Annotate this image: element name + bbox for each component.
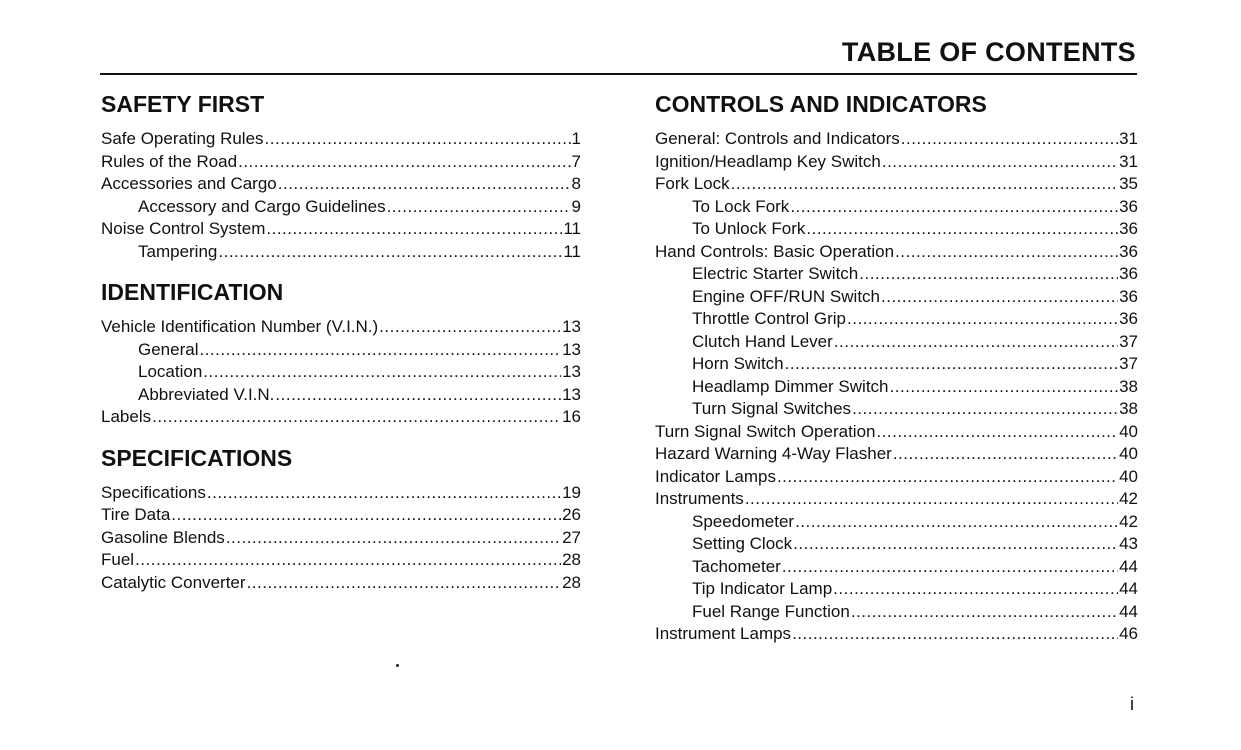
dot-leader <box>893 443 1118 466</box>
toc-entry <box>655 151 1138 174</box>
dot-leader <box>199 339 561 362</box>
toc-entry-page: 43 <box>1119 534 1138 553</box>
toc-entry <box>101 572 581 595</box>
toc-entry <box>101 196 581 219</box>
dot-leader <box>881 286 1118 309</box>
dot-leader <box>782 556 1118 579</box>
dot-leader <box>876 421 1118 444</box>
toc-entry-page: 44 <box>1119 579 1138 598</box>
toc-entry <box>655 623 1138 646</box>
toc-entry-label: Ignition/Headlamp Key Switch <box>655 151 881 171</box>
toc-entry-label: Location <box>138 362 203 381</box>
toc-entry-list <box>101 128 581 263</box>
toc-entry-page: 11 <box>563 219 581 238</box>
toc-entry-label: Accessory and Cargo Guidelines <box>138 196 386 216</box>
toc-entry <box>655 331 1138 354</box>
toc-entry-page: 13 <box>562 339 581 359</box>
toc-entry-page: 37 <box>1119 331 1138 351</box>
toc-section <box>655 88 1138 646</box>
toc-entry-label: Setting Clock <box>692 534 793 553</box>
toc-entry <box>101 482 581 505</box>
dot-leader <box>792 623 1118 646</box>
toc-entry <box>101 316 581 339</box>
toc-entry-label: Throttle Control Grip <box>692 309 846 328</box>
toc-entry-label: Indicator Lamps <box>655 466 776 486</box>
page-title: TABLE OF CONTENTS <box>841 37 1136 67</box>
toc-entry-label: General: Controls and Indicators <box>655 129 900 148</box>
toc-entry-page: 36 <box>1119 264 1138 283</box>
toc-entry-page: 1 <box>571 129 581 148</box>
dot-leader <box>882 151 1118 174</box>
toc-entry-page: 26 <box>562 505 581 524</box>
left-column <box>101 88 581 594</box>
toc-entry-label: Fuel <box>101 550 135 569</box>
toc-entry-page: 36 <box>1119 219 1138 238</box>
toc-entry-page: 38 <box>1119 376 1138 396</box>
dot-leader <box>859 263 1118 286</box>
toc-entry-label: Rules of the Road <box>101 151 238 171</box>
toc-entry <box>655 466 1138 489</box>
dot-leader <box>833 578 1118 601</box>
toc-entry-label: General <box>138 339 199 359</box>
toc-entry-page: 46 <box>1119 624 1138 643</box>
toc-entry-page: 42 <box>1119 511 1138 531</box>
toc-entry-label: Turn Signal Switches <box>692 399 852 418</box>
toc-entry <box>101 151 581 174</box>
toc-entry <box>655 601 1138 624</box>
toc-entry-label: Hazard Warning 4-Way Flasher <box>655 444 892 463</box>
toc-section <box>101 276 581 429</box>
section-heading: CONTROLS AND INDICATORS <box>655 91 987 117</box>
dot-leader <box>203 361 561 384</box>
toc-entry-page: 36 <box>1119 196 1138 216</box>
toc-entry-label: Instruments <box>655 489 744 508</box>
toc-entry-label: Headlamp Dimmer Switch <box>692 376 889 396</box>
dot-leader <box>218 241 562 264</box>
section-heading: IDENTIFICATION <box>101 279 284 305</box>
toc-entry-label: Tachometer <box>692 556 781 576</box>
toc-entry <box>655 533 1138 556</box>
toc-entry <box>101 504 581 527</box>
toc-entry-label: Hand Controls: Basic Operation <box>655 241 895 261</box>
toc-entry <box>655 421 1138 444</box>
toc-entry <box>655 218 1138 241</box>
toc-entry-label: Engine OFF/RUN Switch <box>692 286 880 306</box>
toc-entry-page: 8 <box>571 174 581 193</box>
dot-leader <box>275 384 561 407</box>
toc-entry-page: 7 <box>571 151 581 171</box>
toc-entry-label: Accessories and Cargo <box>101 174 277 193</box>
toc-entry-label: Tip Indicator Lamp <box>692 579 833 598</box>
toc-entry-label: To Unlock Fork <box>692 219 806 238</box>
toc-entry-list <box>101 482 581 595</box>
dot-leader <box>226 527 561 550</box>
toc-entry-label: Tampering <box>138 241 218 261</box>
toc-entry <box>655 263 1138 286</box>
toc-entry-label: Safe Operating Rules <box>101 129 264 148</box>
toc-entry-label: Abbreviated V.I.N. <box>138 384 275 404</box>
section-heading: SAFETY FIRST <box>101 91 265 117</box>
dot-leader <box>247 572 562 595</box>
toc-entry <box>655 196 1138 219</box>
toc-entry-label: Gasoline Blends <box>101 527 225 547</box>
toc-section <box>101 442 581 595</box>
dot-leader <box>895 241 1118 264</box>
dot-leader <box>135 549 561 572</box>
page-number: i <box>1130 694 1134 714</box>
toc-entry <box>101 339 581 362</box>
toc-entry-page: 35 <box>1119 174 1138 193</box>
dot-leader <box>847 308 1118 331</box>
dot-leader <box>171 504 561 527</box>
toc-entry-page: 38 <box>1119 399 1138 418</box>
toc-entry-label: Labels <box>101 407 152 426</box>
toc-entry-page: 28 <box>562 550 581 569</box>
dot-leader <box>852 398 1118 421</box>
section-heading: SPECIFICATIONS <box>101 444 293 471</box>
right-column <box>655 88 1138 646</box>
dot-leader <box>851 601 1118 624</box>
toc-entry <box>101 527 581 550</box>
toc-entry-label: Electric Starter Switch <box>692 264 859 283</box>
toc-entry-page: 28 <box>562 572 581 592</box>
toc-entry-page: 19 <box>562 482 581 502</box>
toc-entry-label: Catalytic Converter <box>101 572 246 592</box>
scan-speck <box>396 664 399 667</box>
toc-entry-label: Vehicle Identification Number (V.I.N.) <box>101 317 379 336</box>
toc-entry-page: 13 <box>562 384 581 404</box>
toc-entry-page: 16 <box>562 407 581 426</box>
toc-entry <box>101 173 581 196</box>
dot-leader <box>793 533 1118 556</box>
toc-entry-page: 37 <box>1119 354 1138 373</box>
toc-entry-label: Fork Lock <box>655 174 730 193</box>
toc-entry-page: 11 <box>563 241 581 261</box>
toc-entry <box>655 578 1138 601</box>
toc-entry-page: 44 <box>1119 556 1138 576</box>
dot-leader <box>207 482 561 505</box>
dot-leader <box>806 218 1118 241</box>
dot-leader <box>238 151 570 174</box>
toc-entry-label: Fuel Range Function <box>692 601 850 621</box>
toc-entry-page: 40 <box>1119 444 1138 463</box>
toc-entry-label: Instrument Lamps <box>655 624 792 643</box>
toc-entry <box>655 173 1138 196</box>
dot-leader <box>901 128 1118 151</box>
toc-entry <box>655 241 1138 264</box>
dot-leader <box>777 466 1118 489</box>
dot-leader <box>785 353 1118 376</box>
dot-leader <box>745 488 1118 511</box>
toc-entry <box>101 241 581 264</box>
toc-entry <box>101 361 581 384</box>
toc-entry-page: 44 <box>1119 601 1138 621</box>
toc-entry-label: Horn Switch <box>692 354 784 373</box>
toc-entry-page: 40 <box>1119 421 1138 441</box>
toc-section <box>101 88 581 263</box>
toc-entry <box>655 511 1138 534</box>
toc-entry-page: 13 <box>562 317 581 336</box>
dot-leader <box>790 196 1118 219</box>
dot-leader <box>152 406 561 429</box>
toc-entry <box>655 398 1138 421</box>
toc-entry <box>101 549 581 572</box>
toc-entry <box>101 128 581 151</box>
toc-entry <box>101 384 581 407</box>
toc-entry <box>655 128 1138 151</box>
toc-entry-label: Clutch Hand Lever <box>692 331 833 351</box>
header-rule <box>100 73 1137 75</box>
toc-entry-label: Turn Signal Switch Operation <box>655 421 876 441</box>
toc-entry <box>101 218 581 241</box>
dot-leader <box>379 316 561 339</box>
toc-entry-label: Noise Control System <box>101 219 266 238</box>
toc-entry <box>655 308 1138 331</box>
toc-entry <box>655 556 1138 579</box>
toc-entry-page: 42 <box>1119 489 1138 508</box>
toc-entry-label: Specifications <box>101 482 206 502</box>
toc-entry <box>101 406 581 429</box>
toc-entry-page: 31 <box>1119 129 1138 148</box>
toc-entry-label: Tire Data <box>101 505 171 524</box>
toc-entry-page: 36 <box>1119 286 1138 306</box>
toc-entry-list <box>101 316 581 429</box>
toc-entry <box>655 443 1138 466</box>
dot-leader <box>890 376 1119 399</box>
toc-entry <box>655 353 1138 376</box>
toc-entry-label: To Lock Fork <box>692 196 790 216</box>
dot-leader <box>266 218 562 241</box>
toc-entry-list <box>655 128 1138 646</box>
toc-entry-page: 31 <box>1119 151 1138 171</box>
dot-leader <box>387 196 571 219</box>
toc-entry-page: 40 <box>1119 466 1138 486</box>
toc-entry-page: 27 <box>562 527 581 547</box>
toc-entry-page: 13 <box>562 362 581 381</box>
dot-leader <box>278 173 571 196</box>
toc-entry-label: Speedometer <box>692 511 795 531</box>
toc-entry-page: 36 <box>1119 309 1138 328</box>
dot-leader <box>795 511 1118 534</box>
toc-entry <box>655 286 1138 309</box>
dot-leader <box>834 331 1118 354</box>
toc-entry-page: 36 <box>1119 241 1138 261</box>
toc-entry <box>655 376 1138 399</box>
toc-entry <box>655 488 1138 511</box>
dot-leader <box>731 173 1118 196</box>
toc-entry-page: 9 <box>571 196 581 216</box>
dot-leader <box>265 128 571 151</box>
